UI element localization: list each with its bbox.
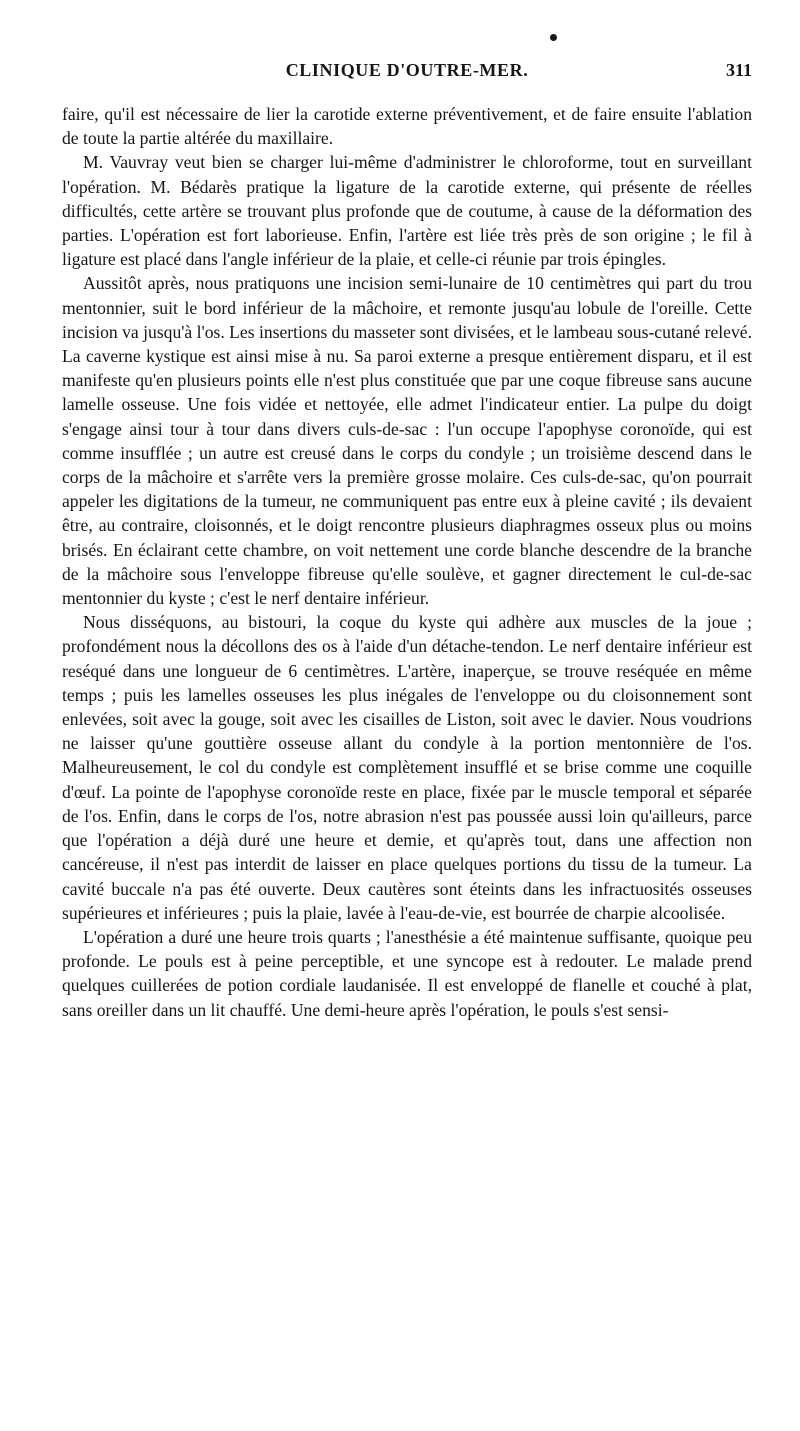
paragraph-incision-cyst: Aussitôt après, nous pratiquons une incision semi-lunaire de 10 centimètres qui part du trou mentonnier, suit le bord inférieur de la mâchoire, et remonte jusqu'au lobule de l'oreille. Cette incision va jusqu'à l'os. Les insertions du masseter sont divisées, et le lambeau sous-cutané relevé. La caverne kystique est ainsi mise à nu. Sa paroi externe a presque entièrement disparu, et il est manifeste qu'en plusieurs points elle n'est plus constituée que par une coque fibreuse sans aucune lamelle osseuse. Une fois vidée et nettoyée, elle admet l'indicateur entier. La pulpe du doigt s'engage ainsi tour à tour dans divers culs-de-sac : l'un occupe l'apophyse coronoïde, qui est comme insufflée ; un autre est creusé dans le corps du condyle ; un troisième descend dans le corps de la mâchoire et s'arrête vers la première grosse molaire. Ces culs-de-sac, qu'on pourrait appeler les digitations de la tumeur, ne communiquent pas entre eux à pleine cavité ; ils devaient être, au contraire, cloisonnés, et le doigt rencontre plusieurs diaphragmes osseux plus ou moins brisés. En éclairant cette chambre, on voit nettement une corde blanche descendre de la branche de la mâchoire sous l'enveloppe fibreuse qu'elle soulève, et gagner directement le cul-de-sac mentonnier du kyste ; c'est le nerf dentaire inférieur. xyxy=(62,273,752,609)
body-text xyxy=(62,102,752,1022)
paragraph-chloroform-ligature: M. Vauvray veut bien se charger lui-même d'administrer le chloroforme, tout en surveillant l'opération. M. Bédarès pratique la ligature de la carotide externe, qui présente de réelles difficultés, cette artère se trouvant plus profonde que de coutume, à cause de la déformation des parties. L'opération est fort laborieuse. Enfin, l'artère est liée très près de son origine ; le fil à ligature est placé dans l'angle inférieur de la plaie, et celle-ci réunie par trois épingles. xyxy=(62,152,752,270)
page-number: 311 xyxy=(725,60,752,80)
book-page xyxy=(62,26,752,1022)
paragraph-continuation: faire, qu'il est nécessaire de lier la carotide externe préventivement, et de faire ensuite l'ablation de toute la partie altérée du maxillaire. xyxy=(62,104,752,149)
paragraph-dissection: Nous disséquons, au bistouri, la coque du kyste qui adhère aux muscles de la joue ; profondément nous la décollons des os à l'aide d'un détache-tendon. Le nerf dentaire inférieur est reséqué dans une longueur de 6 centimètres. L'artère, inaperçue, se trouve reséquée en même temps ; puis les lamelles osseuses les plus inégales de l'enveloppe ou du cloisonnement sont enlevées, soit avec la gouge, soit avec les cisailles de Liston, soit avec le davier. Nous voudrions ne laisser qu'une gouttière osseuse allant du condyle à la portion mentonnière de l'os. Malheureusement, le col du condyle est complètement insufflé et se brise comme une coquille d'œuf. La pointe de l'apophyse coronoïde reste en place, fixée par le muscle temporal et séparée de l'os. Enfin, dans le corps de l'os, notre abrasion n'est pas poussée aussi loin qu'ailleurs, parce que l'opération a déjà duré une heure et demie, et qu'après tout, dans une affection non cancéreuse, il n'est pas interdit de laisser en place quelques portions du tissu de la tumeur. La cavité buccale n'a pas été ouverte. Deux cautères sont éteints dans les infractuosités osseuses supérieures et inférieures ; puis la plaie, lavée à l'eau-de-vie, est bourrée de charpie alcoolisée. xyxy=(62,612,752,923)
paragraph-post-operation: L'opération a duré une heure trois quarts ; l'anesthésie a été maintenue suffisante, quoique peu profonde. Le pouls est à peine perceptible, et une syncope est à redouter. Le malade prend quelques cuillerées de potion cordiale laudanisée. Il est enveloppé de flanelle et couché à plat, sans oreiller dans un lit chauffé. Une demi-heure après l'opération, le pouls s'est sensi- xyxy=(62,926,752,1020)
ink-dot-mark xyxy=(550,34,557,41)
running-title: CLINIQUE D'OUTRE-MER. xyxy=(285,60,529,80)
running-head xyxy=(62,60,752,100)
